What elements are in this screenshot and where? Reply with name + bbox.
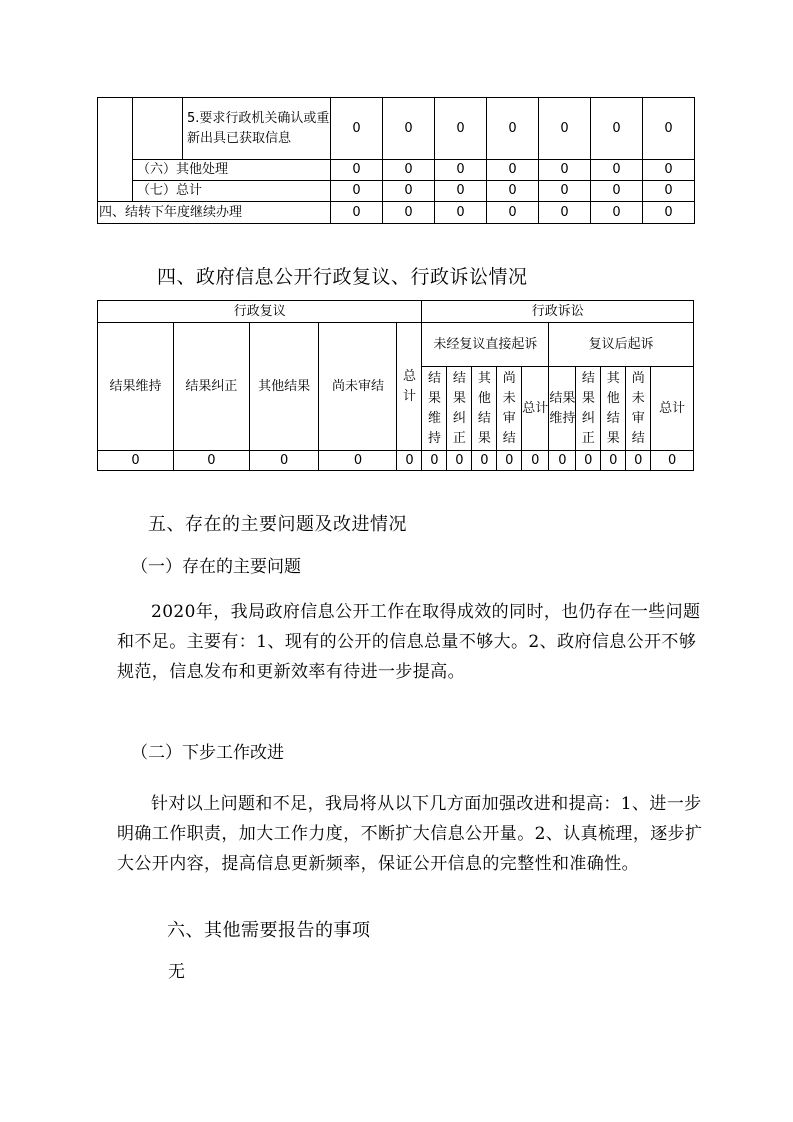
value-cell: 0 bbox=[173, 451, 249, 471]
value-cell: 0 bbox=[98, 451, 174, 471]
column-header: 总计 bbox=[397, 323, 422, 451]
section-4-title: 四、政府信息公开行政复议、行政诉讼情况 bbox=[157, 266, 528, 288]
value-cell: 0 bbox=[435, 160, 487, 181]
value-cell: 0 bbox=[497, 451, 522, 471]
value-cell: 0 bbox=[331, 181, 383, 202]
value-cell: 0 bbox=[539, 98, 591, 160]
subsection-1-title: （一）存在的主要问题 bbox=[131, 557, 301, 577]
value-cell: 0 bbox=[435, 202, 487, 224]
section-5-title: 五、存在的主要问题及改进情况 bbox=[148, 514, 407, 535]
value-cell: 0 bbox=[383, 160, 435, 181]
value-cell: 0 bbox=[397, 451, 422, 471]
value-cell: 0 bbox=[487, 181, 539, 202]
value-cell: 0 bbox=[539, 160, 591, 181]
column-header: 其他结果 bbox=[601, 367, 626, 451]
value-cell: 0 bbox=[383, 202, 435, 224]
column-header: 尚未审结 bbox=[319, 323, 397, 451]
table-row bbox=[98, 451, 694, 471]
value-cell: 0 bbox=[331, 98, 383, 160]
column-header: 总计 bbox=[651, 367, 694, 451]
column-header: 结果维持 bbox=[422, 367, 447, 451]
litigation-header: 行政诉讼 bbox=[422, 301, 694, 323]
value-cell: 0 bbox=[643, 181, 695, 202]
value-cell: 0 bbox=[643, 98, 695, 160]
value-cell: 0 bbox=[487, 160, 539, 181]
value-cell: 0 bbox=[487, 98, 539, 160]
column-header: 其他结果 bbox=[249, 323, 319, 451]
row-label: 四、结转下年度继续办理 bbox=[98, 202, 331, 224]
section-6-body: 无 bbox=[168, 962, 185, 982]
value-cell: 0 bbox=[472, 451, 497, 471]
value-cell: 0 bbox=[435, 98, 487, 160]
improvements-paragraph: 针对以上问题和不足，我局将从以下几方面加强改进和提高：1、进一步明确工作职责，加大工作力度，不断扩大信息公开量。2、认真梳理，逐步扩大公开内容，提高信息更新频率，保证公开信息的完整性和准确性。 bbox=[117, 794, 703, 874]
value-cell: 0 bbox=[422, 451, 447, 471]
value-cell: 0 bbox=[331, 202, 383, 224]
value-cell: 0 bbox=[626, 451, 651, 471]
value-cell: 0 bbox=[435, 181, 487, 202]
value-cell: 0 bbox=[643, 202, 695, 224]
value-cell: 0 bbox=[331, 160, 383, 181]
value-cell: 0 bbox=[591, 160, 643, 181]
direct-header: 未经复议直接起诉 bbox=[422, 323, 549, 367]
column-header: 尚未审结 bbox=[497, 367, 522, 451]
disposal-table bbox=[97, 97, 695, 224]
value-cell: 0 bbox=[249, 451, 319, 471]
column-header: 其他结果 bbox=[472, 367, 497, 451]
row-label: （七）总计 bbox=[133, 181, 331, 202]
value-cell: 0 bbox=[447, 451, 472, 471]
review-litigation-table bbox=[97, 300, 694, 471]
column-header: 结果维持 bbox=[549, 367, 576, 451]
empty-cell bbox=[98, 98, 133, 202]
table-row bbox=[98, 202, 695, 224]
row-label: （六）其他处理 bbox=[133, 160, 331, 181]
value-cell: 0 bbox=[549, 451, 576, 471]
value-cell: 0 bbox=[576, 451, 601, 471]
table-row bbox=[98, 160, 695, 181]
column-header: 总计 bbox=[522, 367, 549, 451]
value-cell: 0 bbox=[539, 202, 591, 224]
column-header: 结果维持 bbox=[98, 323, 174, 451]
subsection-2-title: （二）下步工作改进 bbox=[131, 743, 284, 763]
value-cell: 0 bbox=[539, 181, 591, 202]
value-cell: 0 bbox=[383, 181, 435, 202]
column-header: 结果纠正 bbox=[447, 367, 472, 451]
review-header: 行政复议 bbox=[98, 301, 422, 323]
column-header: 结果纠正 bbox=[173, 323, 249, 451]
table-row bbox=[98, 323, 694, 367]
value-cell: 0 bbox=[522, 451, 549, 471]
problems-paragraph: 2020年，我局政府信息公开工作在取得成效的同时，也仍存在一些问题和不足。主要有：1、现有的公开的信息总量不够大。2、政府信息公开不够规范，信息发布和更新效率有待进一步提高。 bbox=[117, 602, 701, 682]
value-cell: 0 bbox=[591, 202, 643, 224]
empty-cell bbox=[133, 98, 183, 160]
value-cell: 0 bbox=[383, 98, 435, 160]
row-label: 5.要求行政机关确认或重新出具已获取信息 bbox=[183, 98, 331, 160]
value-cell: 0 bbox=[591, 181, 643, 202]
section-6-title: 六、其他需要报告的事项 bbox=[167, 920, 371, 941]
table-row bbox=[98, 181, 695, 202]
value-cell: 0 bbox=[651, 451, 694, 471]
column-header: 结果纠正 bbox=[576, 367, 601, 451]
value-cell: 0 bbox=[643, 160, 695, 181]
value-cell: 0 bbox=[591, 98, 643, 160]
table-row bbox=[98, 301, 694, 323]
value-cell: 0 bbox=[601, 451, 626, 471]
table-row bbox=[98, 98, 695, 160]
after-review-header: 复议后起诉 bbox=[549, 323, 694, 367]
value-cell: 0 bbox=[487, 202, 539, 224]
value-cell: 0 bbox=[319, 451, 397, 471]
column-header: 尚未审结 bbox=[626, 367, 651, 451]
